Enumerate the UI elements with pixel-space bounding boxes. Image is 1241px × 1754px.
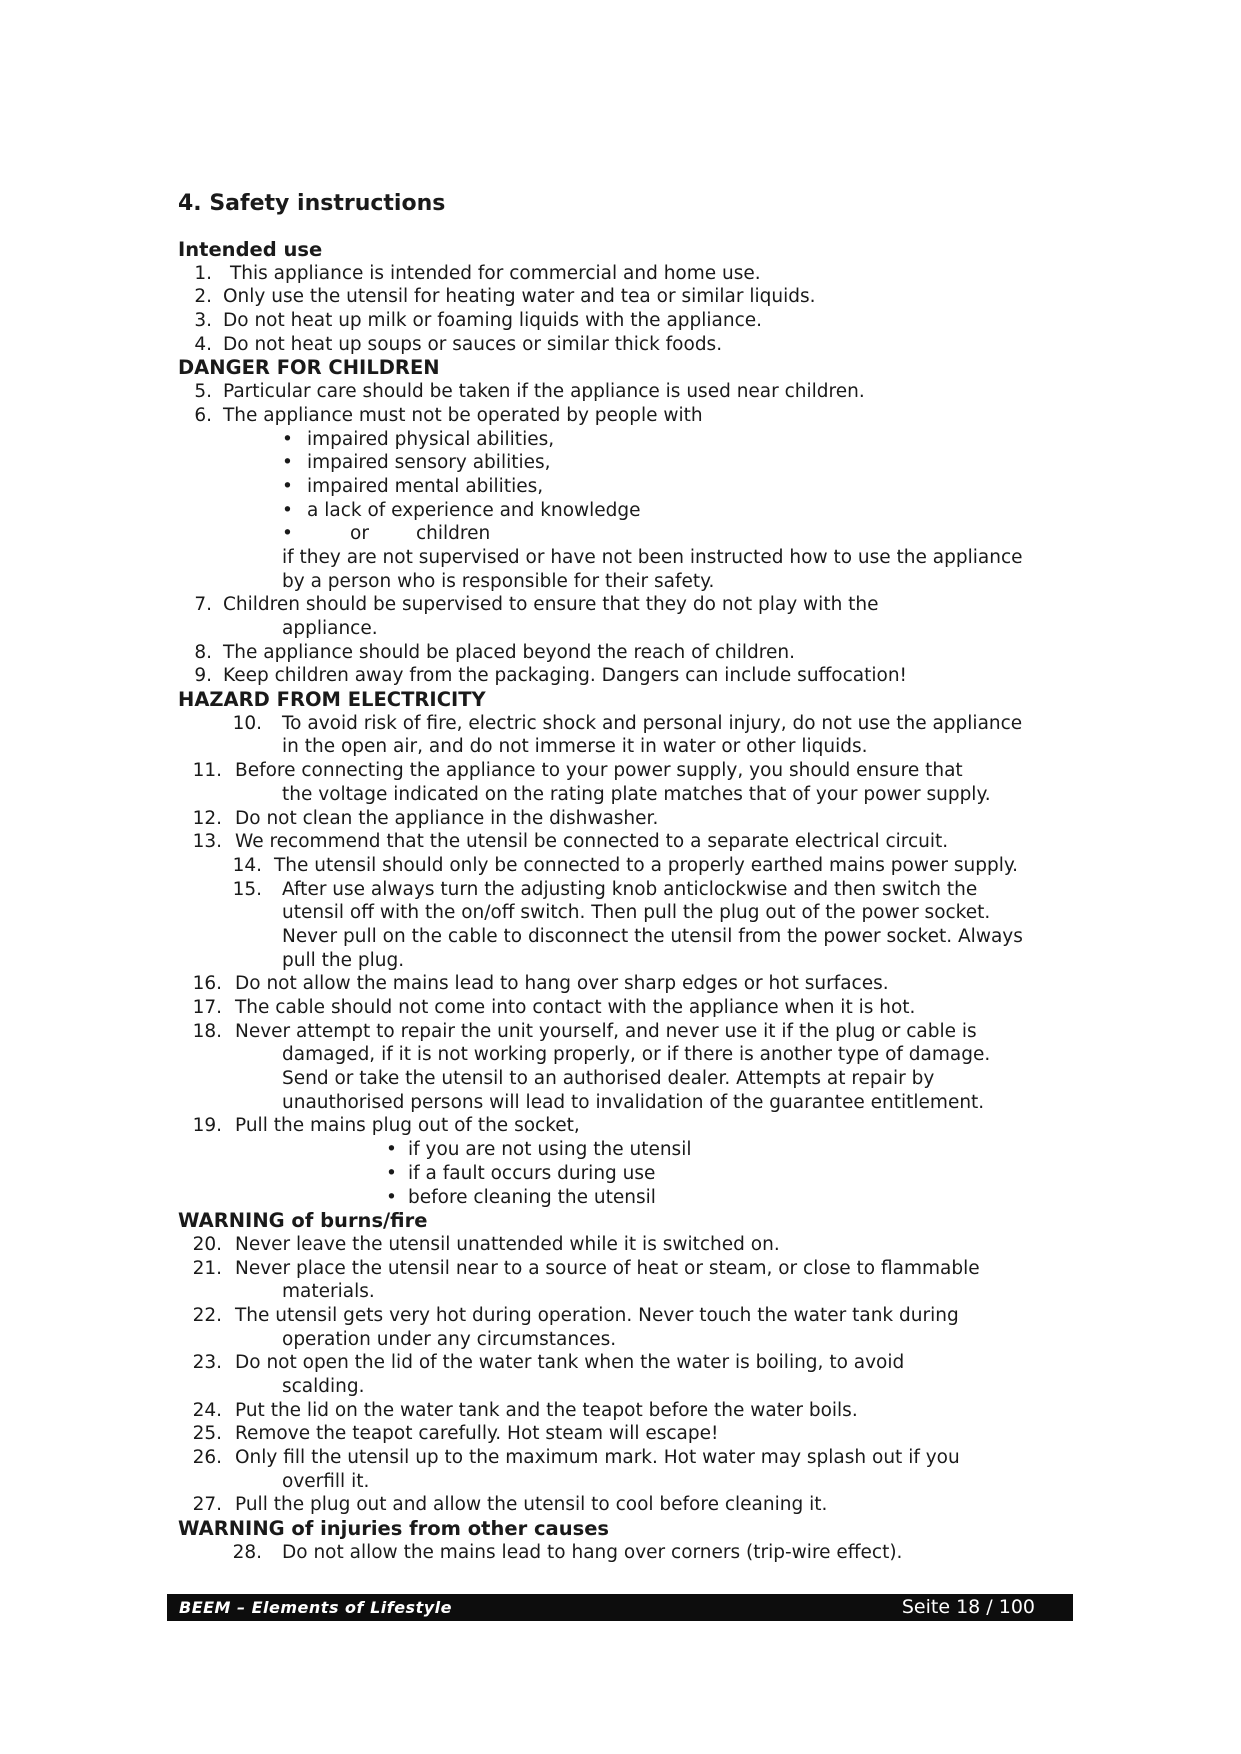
bullet-text: if you are not using the utensil (408, 1139, 692, 1161)
item-text: Do not allow the mains lead to hang over sharp edges or hot surfaces. (235, 973, 889, 995)
item-text: Pull the plug out and allow the utensil to cool before cleaning it. (235, 1494, 828, 1516)
item-text: Do not clean the appliance in the dishwasher. (235, 807, 659, 829)
item-text: Before connecting the appliance to your power supply, you should ensure that (235, 760, 963, 782)
item-text: Only use the utensil for heating water and tea or similar liquids. (223, 286, 816, 308)
item-text: The cable should not come into contact with the appliance when it is hot. (235, 997, 916, 1018)
item-text: The utensil should only be connected to a properly earthed mains power supply. (274, 854, 1019, 876)
list-item (0, 1114, 1241, 1138)
list-item (0, 309, 1241, 333)
item-text: Put the lid on the water tank and the teapot before the water boils. (235, 1399, 858, 1421)
item-text: Only fill the utensil up to the maximum mark. Hot water may splash out if you (235, 1447, 960, 1469)
item-number: 22. (192, 1304, 222, 1326)
item-text: scalding. (282, 1376, 365, 1397)
list-item (0, 807, 1241, 831)
item-number: 2. (194, 286, 212, 308)
item-text: overfill it. (282, 1470, 370, 1492)
page-number: Seite 18 / 100 (901, 1596, 1035, 1618)
item-continuation (0, 1280, 1241, 1304)
item-continuation (0, 1470, 1241, 1494)
item-text: Do not open the lid of the water tank when the water is boiling, to avoid (235, 1352, 905, 1374)
item-number: 10. (232, 712, 262, 734)
list-item (0, 664, 1241, 688)
item-text: Keep children away from the packaging. Dangers can include suffocation! (223, 665, 907, 687)
item-number: 9. (194, 665, 212, 687)
item-continuation (0, 949, 1241, 973)
section-heading: DANGER FOR CHILDREN (178, 356, 440, 380)
list-item (0, 972, 1241, 996)
item-text: Do not heat up soups or sauces or similar thick foods. (223, 333, 723, 355)
item-number: 8. (194, 641, 212, 663)
item-continuation (0, 901, 1241, 925)
item-text: if they are not supervised or have not been instructed how to use the appliance (282, 546, 1023, 568)
item-text: Children should be supervised to ensure that they do not play with the (223, 594, 879, 616)
item-text: Particular care should be taken if the appliance is used near children. (223, 381, 865, 403)
item-number: 21. (192, 1257, 222, 1279)
bullet-text: impaired physical abilities, (307, 428, 555, 450)
item-number: 11. (192, 760, 222, 782)
item-text: the voltage indicated on the rating plate matches that of your power supply. (282, 783, 991, 805)
item-text: by a person who is responsible for their safety. (282, 570, 715, 592)
item-text: Do not allow the mains lead to hang over corners (trip-wire effect). (282, 1541, 903, 1563)
item-number: 17. (192, 997, 222, 1018)
item-continuation (0, 1043, 1241, 1067)
bullet-item (0, 1186, 1241, 1210)
list-item (0, 1304, 1241, 1328)
list-item (0, 878, 1241, 902)
list-item (0, 1446, 1241, 1470)
bullet-item (0, 475, 1241, 499)
item-number: 12. (192, 807, 222, 829)
list-item (0, 1399, 1241, 1423)
list-item (0, 1493, 1241, 1517)
item-number: 28. (232, 1541, 262, 1563)
bullet-item (0, 522, 1241, 546)
bullet-text: impaired sensory abilities, (307, 452, 551, 474)
list-item (0, 1020, 1241, 1044)
instructions-body (0, 238, 1241, 1565)
item-number: 16. (192, 973, 222, 995)
item-text: We recommend that the utensil be connected to a separate electrical circuit. (235, 831, 949, 853)
page-title: 4. Safety instructions (178, 191, 446, 216)
bullet-text: or children (350, 523, 491, 545)
item-number: 1. (194, 262, 212, 284)
item-number: 6. (194, 404, 212, 426)
list-item (0, 1233, 1241, 1257)
footer-brand: BEEM – Elements of Lifestyle (179, 1598, 452, 1617)
bullet-item (0, 428, 1241, 452)
bullet-text: before cleaning the utensil (408, 1186, 656, 1208)
bullet-item (0, 499, 1241, 523)
bullet-icon: • (282, 452, 293, 474)
item-continuation (0, 783, 1241, 807)
item-continuation (0, 1067, 1241, 1091)
item-text: Never place the utensil near to a source of heat or steam, or close to flammable (235, 1257, 980, 1279)
item-text: pull the plug. (282, 949, 405, 971)
item-number: 15. (232, 878, 262, 900)
bullet-text: a lack of experience and knowledge (307, 499, 641, 521)
item-number: 26. (192, 1447, 222, 1469)
item-continuation (0, 1091, 1241, 1115)
item-number: 20. (192, 1233, 222, 1255)
item-continuation (0, 735, 1241, 759)
list-item (0, 1541, 1241, 1565)
list-item (0, 1351, 1241, 1375)
item-text: The utensil gets very hot during operation. Never touch the water tank during (235, 1304, 959, 1326)
bullet-icon: • (386, 1186, 397, 1208)
item-continuation (0, 1328, 1241, 1352)
item-number: 14. (232, 854, 262, 876)
item-text: Send or take the utensil to an authorised dealer. Attempts at repair by (282, 1068, 935, 1090)
list-item (0, 262, 1241, 286)
section-heading: WARNING of injuries from other causes (178, 1517, 610, 1541)
list-item (0, 285, 1241, 309)
list-item (0, 404, 1241, 428)
list-item (0, 759, 1241, 783)
item-text: The appliance must not be operated by people with (223, 404, 703, 426)
item-continuation (0, 925, 1241, 949)
section-heading: Intended use (178, 238, 323, 261)
list-item (0, 333, 1241, 357)
bullet-icon: • (282, 428, 293, 450)
item-text: Never pull on the cable to disconnect the utensil from the power socket. Always (282, 925, 1023, 947)
bullet-item (0, 1138, 1241, 1162)
list-item (0, 1422, 1241, 1446)
section-heading: HAZARD FROM ELECTRICITY (178, 688, 486, 712)
item-number: 3. (194, 310, 212, 332)
list-item (0, 712, 1241, 736)
item-number: 13. (192, 831, 222, 853)
bullet-icon: • (282, 475, 293, 497)
bullet-item (0, 451, 1241, 475)
bullet-item (0, 1162, 1241, 1186)
item-continuation (0, 570, 1241, 594)
item-text: materials. (282, 1281, 375, 1303)
item-number: 23. (192, 1352, 222, 1374)
item-text: Never leave the utensil unattended while it is switched on. (235, 1233, 780, 1255)
list-item (0, 380, 1241, 404)
item-text: After use always turn the adjusting knob anticlockwise and then switch the (282, 878, 978, 900)
list-item (0, 830, 1241, 854)
item-text: operation under any circumstances. (282, 1328, 617, 1350)
item-number: 5. (194, 381, 212, 403)
item-text: Remove the teapot carefully. Hot steam will escape! (235, 1423, 719, 1445)
bullet-text: impaired mental abilities, (307, 475, 544, 497)
page-footer (167, 1594, 1073, 1621)
item-number: 19. (192, 1115, 222, 1137)
bullet-icon: • (386, 1162, 397, 1184)
item-number: 25. (192, 1423, 222, 1445)
bullet-text: if a fault occurs during use (408, 1162, 656, 1184)
item-text: The appliance should be placed beyond the reach of children. (223, 641, 795, 663)
item-number: 27. (192, 1494, 222, 1516)
list-item (0, 1257, 1241, 1281)
bullet-icon: • (282, 499, 293, 521)
list-item (0, 996, 1241, 1020)
item-continuation (0, 617, 1241, 641)
item-continuation (0, 546, 1241, 570)
item-text: To avoid risk of fire, electric shock and personal injury, do not use the appliance (282, 712, 1023, 734)
item-text: Never attempt to repair the unit yourself, and never use it if the plug or cable is (235, 1020, 977, 1042)
section-heading: WARNING of burns/fire (178, 1209, 428, 1233)
list-item (0, 641, 1241, 665)
item-number: 18. (192, 1020, 222, 1042)
list-item (0, 593, 1241, 617)
bullet-icon: • (386, 1139, 397, 1161)
item-text: Pull the mains plug out of the socket, (235, 1115, 580, 1137)
item-number: 24. (192, 1399, 222, 1421)
item-text: utensil off with the on/off switch. Then pull the plug out of the power socket. (282, 902, 991, 924)
list-item (0, 854, 1241, 878)
item-text: unauthorised persons will lead to invalidation of the guarantee entitlement. (282, 1091, 985, 1113)
item-number: 4. (194, 333, 212, 355)
bullet-icon: • (282, 523, 293, 545)
item-number: 7. (194, 594, 212, 616)
item-text: appliance. (282, 618, 378, 639)
item-text: Do not heat up milk or foaming liquids with the appliance. (223, 310, 763, 332)
item-text: This appliance is intended for commercial and home use. (230, 262, 761, 284)
item-continuation (0, 1375, 1241, 1399)
item-text: damaged, if it is not working properly, or if there is another type of damage. (282, 1044, 991, 1066)
item-text: in the open air, and do not immerse it in water or other liquids. (282, 736, 868, 758)
